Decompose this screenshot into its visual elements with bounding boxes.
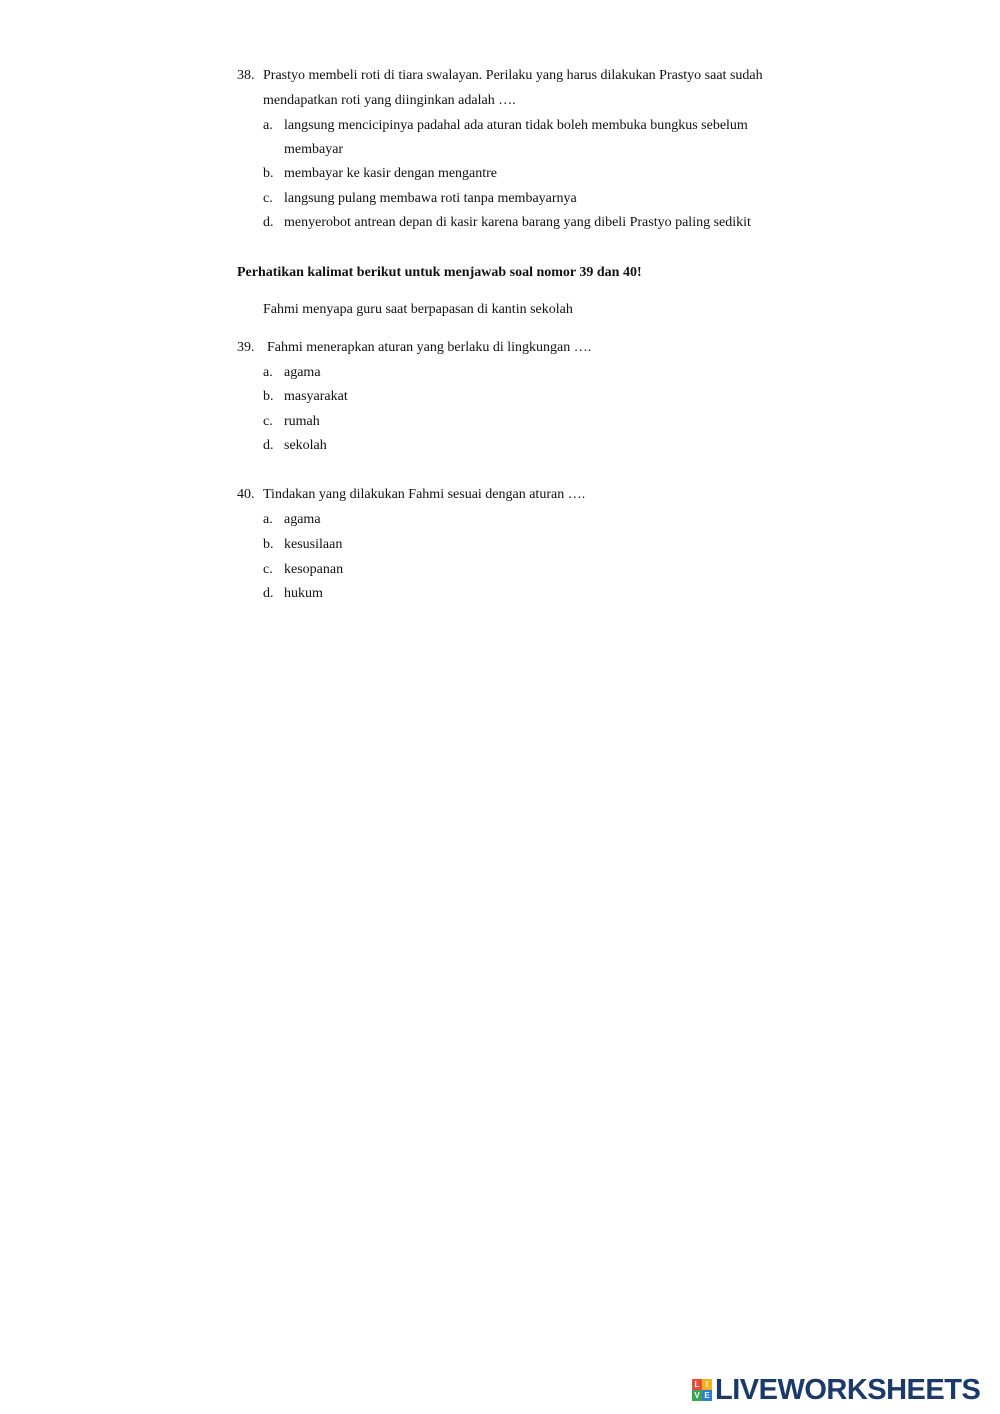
- logo-mark-letter: E: [702, 1390, 712, 1401]
- option-text: membayar: [284, 142, 344, 157]
- liveworksheets-logo[interactable]: [692, 1375, 980, 1405]
- logo-mark-letter: L: [692, 1379, 702, 1390]
- option-text: langsung mencicipinya padahal ada aturan tidak boleh membuka bungkus sebelum: [284, 118, 748, 133]
- option-letter: b.: [263, 389, 274, 404]
- option-letter: d.: [263, 438, 274, 453]
- question-text-line: mendapatkan roti yang diinginkan adalah ….: [263, 93, 516, 108]
- option-letter: d.: [263, 586, 274, 601]
- option-letter: b.: [263, 166, 274, 181]
- option-letter: b.: [263, 537, 274, 552]
- option-text: kesusilaan: [284, 537, 343, 552]
- option-letter: c.: [263, 562, 273, 577]
- option-text: rumah: [284, 414, 320, 429]
- logo-mark-icon: [692, 1379, 712, 1401]
- question-number: 38.: [237, 68, 255, 83]
- option-text: menyerobot antrean depan di kasir karena barang yang dibeli Prastyo paling sedikit: [284, 215, 751, 230]
- option-text: langsung pulang membawa roti tanpa membayarnya: [284, 191, 577, 206]
- option-text: kesopanan: [284, 562, 344, 577]
- option-text: hukum: [284, 586, 323, 601]
- question-text-line: Fahmi menerapkan aturan yang berlaku di lingkungan ….: [267, 340, 592, 355]
- option-text: sekolah: [284, 438, 327, 453]
- option-letter: c.: [263, 191, 273, 206]
- option-text: agama: [284, 365, 321, 380]
- question-number: 40.: [237, 487, 255, 502]
- option-text: membayar ke kasir dengan mengantre: [284, 166, 498, 181]
- question-text-line: Tindakan yang dilakukan Fahmi sesuai dengan aturan ….: [263, 487, 586, 502]
- instruction-text: Perhatikan kalimat berikut untuk menjawab soal nomor 39 dan 40!: [237, 265, 642, 280]
- option-text: agama: [284, 512, 321, 527]
- option-text: masyarakat: [284, 389, 348, 404]
- logo-mark-letter: I: [702, 1379, 712, 1390]
- option-letter: a.: [263, 365, 273, 380]
- option-letter: a.: [263, 512, 273, 527]
- logo-text: LIVEWORKSHEETS: [715, 1374, 981, 1406]
- option-letter: a.: [263, 118, 273, 133]
- question-text-line: Prastyo membeli roti di tiara swalayan. Perilaku yang harus dilakukan Prastyo saat sudah: [263, 68, 763, 83]
- logo-mark-letter: V: [692, 1390, 702, 1401]
- option-letter: d.: [263, 215, 274, 230]
- question-number: 39.: [237, 340, 255, 355]
- passage-text: Fahmi menyapa guru saat berpapasan di kantin sekolah: [263, 302, 573, 317]
- option-letter: c.: [263, 414, 273, 429]
